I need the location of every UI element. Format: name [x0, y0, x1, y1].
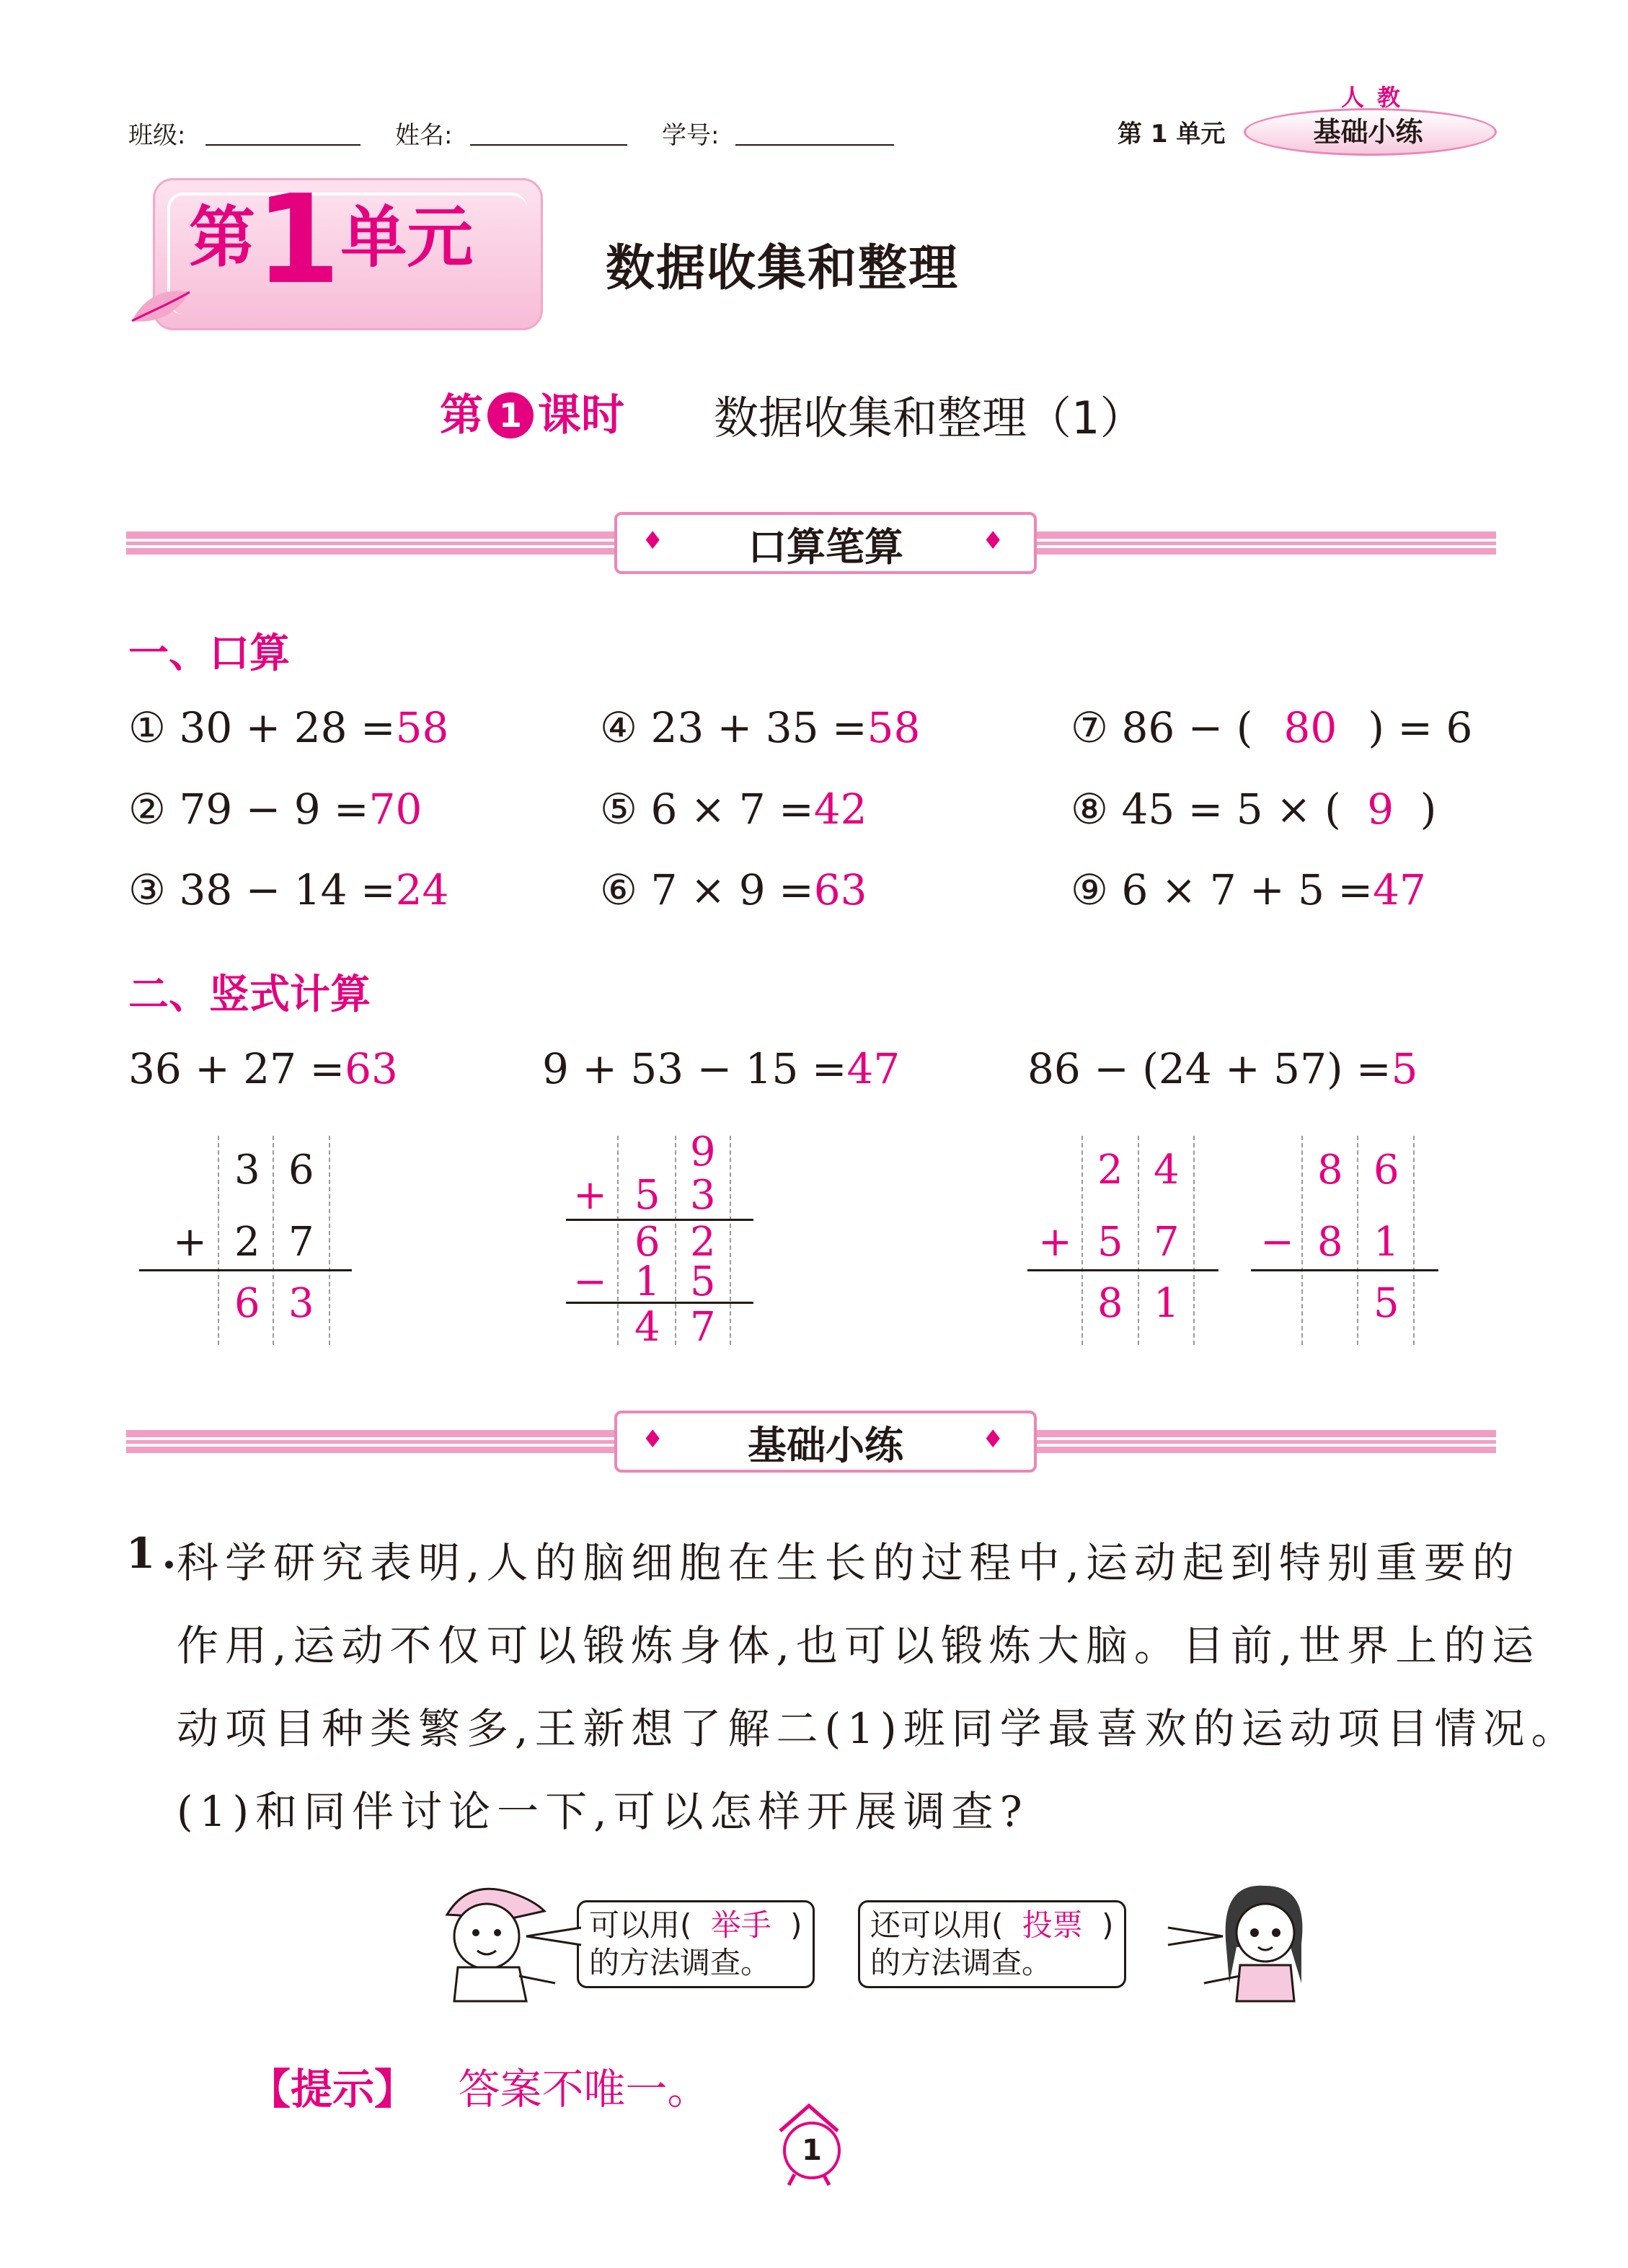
digit: 7 — [1154, 1219, 1180, 1266]
hint — [249, 2055, 709, 2116]
column-guide — [1413, 1136, 1415, 1345]
item-answer[interactable]: 80 — [1283, 703, 1337, 752]
result-digit[interactable]: 1 — [1154, 1280, 1180, 1327]
column-guide — [1193, 1136, 1195, 1345]
digit: 1 — [1373, 1219, 1399, 1266]
item-expression: 86 − ( — [1121, 703, 1253, 752]
lesson-suffix: 课时 — [538, 390, 624, 441]
item-marker: ① — [128, 703, 166, 752]
problem-answer[interactable]: 63 — [345, 1044, 398, 1093]
result-digit[interactable]: 2 — [690, 1219, 716, 1266]
brand-title: 基础小练 — [1313, 116, 1423, 148]
brand-publisher: 人教 — [1341, 84, 1414, 111]
column-guide — [675, 1136, 676, 1345]
lesson-number: 1 — [487, 392, 534, 438]
digit: 6 — [1373, 1147, 1399, 1193]
unit-prefix: 第 — [189, 199, 256, 276]
oral-item-6 — [600, 865, 867, 914]
oral-item-9 — [1071, 865, 1426, 914]
item-expression: 45 = 5 × ( — [1121, 785, 1341, 834]
diamond-icon: ♦ — [642, 1425, 664, 1454]
operator: + — [1038, 1219, 1072, 1266]
question-subprompt: (1)和同伴讨论一下,可以怎样开展调查? — [177, 1787, 1029, 1836]
item-marker: ⑥ — [600, 865, 637, 914]
class-label: 班级: — [128, 121, 186, 150]
vertical-problem-3 — [1027, 1044, 1418, 1093]
bubble-text: 可以用( — [589, 1907, 692, 1943]
oral-item-5 — [600, 785, 867, 834]
unit-heading — [189, 169, 474, 312]
problem-expression: 36 + 27 = — [128, 1044, 345, 1093]
operator: + — [573, 1172, 607, 1219]
item-answer[interactable]: 70 — [368, 785, 423, 834]
result-digit[interactable]: 5 — [1373, 1280, 1399, 1327]
bubble-text: 还可以用( — [870, 1907, 1004, 1943]
digit: 2 — [1097, 1147, 1123, 1193]
bubble-text: 的方法调查。 — [589, 1945, 771, 1980]
operator: + — [173, 1219, 207, 1266]
unit-suffix: 单元 — [340, 199, 474, 276]
digit: 8 — [1317, 1147, 1343, 1193]
item-marker: ② — [128, 785, 166, 834]
oral-item-7 — [1071, 703, 1472, 752]
oral-section-title: 一、口算 — [128, 630, 290, 677]
difference-line — [1251, 1269, 1438, 1271]
bubble-tail — [525, 1922, 583, 1951]
item-expression: 30 + 28 = — [179, 703, 396, 752]
digit: 3 — [690, 1172, 716, 1219]
item-expression-end: ) — [1420, 785, 1437, 834]
digit: 7 — [288, 1219, 314, 1266]
chapter-title: 数据收集和整理 — [606, 240, 960, 297]
digit: 9 — [690, 1129, 716, 1175]
problem-answer[interactable]: 5 — [1391, 1044, 1418, 1093]
unit-tag: 第 1 单元 — [1118, 120, 1226, 149]
item-expression: 7 × 9 = — [650, 865, 814, 914]
diamond-icon: ♦ — [982, 1425, 1004, 1454]
hint-label: 【提示】 — [249, 2065, 417, 2114]
item-expression: 79 − 9 = — [179, 785, 369, 834]
problem-answer[interactable]: 47 — [846, 1044, 901, 1093]
item-answer[interactable]: 42 — [813, 785, 867, 834]
digit: 6 — [288, 1147, 314, 1193]
column-guide — [617, 1136, 619, 1345]
result-digit[interactable]: 8 — [1097, 1280, 1123, 1327]
item-answer[interactable]: 58 — [867, 703, 921, 752]
lesson-title: 数据收集和整理（1） — [714, 392, 1145, 444]
question-line: 科学研究表明,人的脑细胞在生长的过程中,运动起到特别重要的 — [177, 1538, 1521, 1587]
lesson-prefix: 第 — [440, 390, 483, 441]
name-label: 姓名: — [395, 121, 453, 150]
digit: 4 — [1154, 1147, 1180, 1193]
column-guide — [730, 1136, 731, 1345]
digit: 5 — [1097, 1219, 1123, 1266]
class-blank[interactable] — [205, 144, 360, 146]
item-expression-end: ) = 6 — [1368, 703, 1473, 752]
result-digit[interactable]: 6 — [634, 1219, 660, 1266]
sum-line — [1027, 1269, 1218, 1271]
item-answer[interactable]: 63 — [813, 865, 867, 914]
item-marker: ⑧ — [1071, 785, 1108, 834]
item-answer[interactable]: 9 — [1367, 785, 1394, 834]
bubble-answer[interactable]: 举手 — [710, 1907, 771, 1943]
question-number: 1. — [126, 1529, 183, 1578]
page-number: 1 — [783, 2122, 841, 2179]
name-blank[interactable] — [470, 144, 627, 146]
oral-item-2 — [128, 785, 422, 834]
diamond-icon: ♦ — [642, 526, 664, 555]
question-line: 动项目种类繁多,王新想了解二(1)班同学最喜欢的运动项目情况。 — [177, 1704, 1580, 1753]
girl-icon — [1193, 1875, 1330, 2005]
operator: − — [1260, 1219, 1294, 1266]
vertical-problem-2 — [542, 1044, 900, 1093]
question-line: 作用,运动不仅可以锻炼身体,也可以锻炼大脑。目前,世界上的运 — [177, 1621, 1541, 1670]
result-digit[interactable]: 4 — [634, 1304, 660, 1351]
item-marker: ⑤ — [600, 785, 637, 834]
item-expression: 6 × 7 = — [650, 785, 814, 834]
sum-line — [139, 1269, 352, 1271]
oral-item-3 — [128, 865, 448, 914]
digit: 2 — [234, 1219, 260, 1266]
item-answer[interactable]: 58 — [395, 703, 449, 752]
item-expression: 23 + 35 = — [650, 703, 867, 752]
vertical-section-title: 二、竖式计算 — [128, 971, 371, 1018]
student-id-blank[interactable] — [735, 144, 894, 146]
item-answer[interactable]: 24 — [395, 865, 449, 914]
oral-item-8 — [1071, 785, 1436, 834]
speech-bubble-right — [858, 1900, 1126, 1988]
column-guide — [1081, 1136, 1083, 1345]
item-expression: 38 − 14 = — [179, 865, 396, 914]
oral-item-1 — [128, 703, 448, 752]
section-basic-practice: 基础小练 — [748, 1423, 903, 1468]
result-digit[interactable]: 3 — [288, 1280, 314, 1327]
operator: − — [573, 1258, 607, 1305]
item-marker: ⑦ — [1071, 703, 1108, 752]
item-answer[interactable]: 47 — [1373, 865, 1426, 914]
bubble-answer[interactable]: 投票 — [1022, 1907, 1083, 1943]
bubble-text: 的方法调查。 — [870, 1945, 1053, 1980]
digit: 8 — [1317, 1219, 1343, 1266]
column-guide — [218, 1136, 219, 1345]
column-guide — [329, 1136, 330, 1345]
diamond-icon: ♦ — [982, 526, 1004, 555]
column-guide — [1138, 1136, 1139, 1345]
problem-expression: 9 + 53 − 15 = — [542, 1044, 847, 1093]
student-id-label: 学号: — [662, 121, 720, 150]
lesson-label — [440, 381, 624, 443]
item-marker: ④ — [600, 703, 637, 752]
unit-number: 1 — [255, 169, 341, 312]
speech-bubble-left — [577, 1900, 815, 1988]
result-digit[interactable]: 7 — [690, 1304, 716, 1351]
column-guide — [273, 1136, 274, 1345]
digit: 3 — [234, 1147, 260, 1193]
item-expression: 6 × 7 + 5 = — [1121, 865, 1373, 914]
leaf-icon — [128, 285, 193, 328]
section-oral-written: 口算笔算 — [748, 524, 903, 570]
digit: 1 — [634, 1258, 660, 1305]
column-guide — [1301, 1136, 1303, 1345]
item-marker: ⑨ — [1071, 865, 1108, 914]
problem-expression: 86 − (24 + 57) = — [1027, 1044, 1392, 1093]
vertical-problem-1 — [128, 1044, 398, 1093]
column-guide — [1357, 1136, 1358, 1345]
item-marker: ③ — [128, 865, 166, 914]
digit: 5 — [634, 1172, 660, 1219]
bubble-text: ) — [1102, 1907, 1114, 1943]
result-digit[interactable]: 6 — [234, 1280, 260, 1327]
oral-item-4 — [600, 703, 920, 752]
digit: 5 — [690, 1258, 716, 1305]
bubble-text: ) — [790, 1907, 802, 1943]
hint-text: 答案不唯一。 — [458, 2065, 709, 2114]
